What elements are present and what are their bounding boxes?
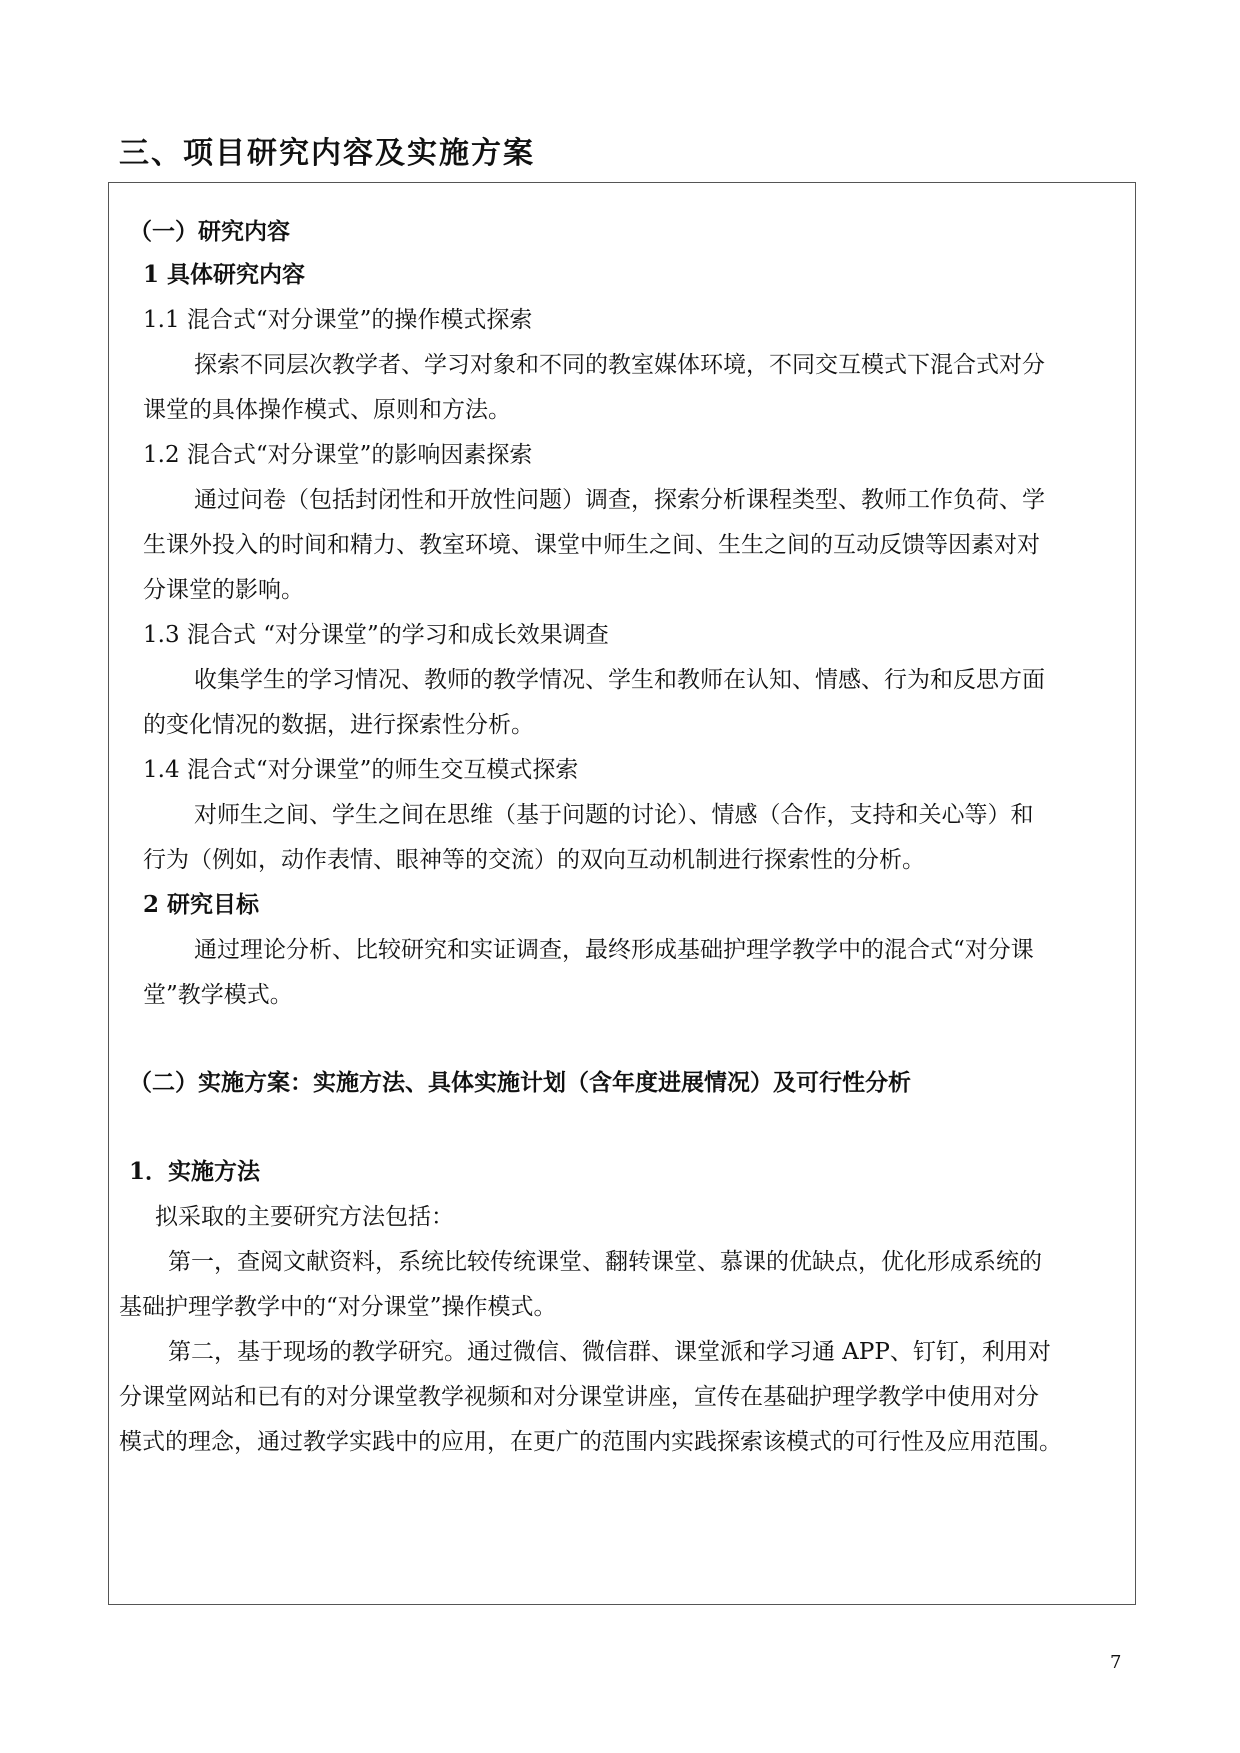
item1-1-line1: 探索不同层次教学者、学习对象和不同的教室媒体环境，不同交互模式下混合式对分	[194, 352, 1045, 378]
method2-line1: 第二，基于现场的教学研究。通过微信、微信群、课堂派和学习通 APP、钉钉，利用对	[168, 1339, 1051, 1365]
goal-line2: 堂”教学模式。	[143, 982, 293, 1008]
item1-2-line3: 分课堂的影响。	[143, 577, 304, 603]
item1-4-line1: 对师生之间、学生之间在思维（基于问题的讨论）、情感（合作，支持和关心等）和	[194, 802, 1034, 828]
method2-line3: 模式的理念，通过教学实践中的应用，在更广的范围内实践探索该模式的可行性及应用范围。	[119, 1429, 1062, 1455]
item1-4-title: 1.4 混合式“对分课堂”的师生交互模式探索	[143, 757, 579, 783]
research-sub1: 1 具体研究内容	[143, 261, 306, 288]
item1-2-line1: 通过问卷（包括封闭性和开放性问题）调查，探索分析课程类型、教师工作负荷、学	[194, 487, 1045, 513]
method1-line1: 第一，查阅文献资料，系统比较传统课堂、翻转课堂、慕课的优缺点，优化形成系统的	[168, 1249, 1042, 1275]
method1-line2: 基础护理学教学中的“对分课堂”操作模式。	[119, 1294, 557, 1320]
research-sub2: 2 研究目标	[143, 891, 260, 918]
implementation-sub1: 1．实施方法	[129, 1158, 261, 1185]
goal-line1: 通过理论分析、比较研究和实证调查，最终形成基础护理学教学中的混合式“对分课	[194, 937, 1034, 963]
page-number: 7	[1110, 1652, 1122, 1673]
item1-2-title: 1.2 混合式“对分课堂”的影响因素探索	[143, 442, 533, 468]
item1-1-title: 1.1 混合式“对分课堂”的操作模式探索	[143, 307, 533, 333]
item1-3-title: 1.3 混合式 “对分课堂”的学习和成长效果调查	[143, 622, 609, 648]
section-title: 三、项目研究内容及实施方案	[119, 136, 535, 171]
implementation-heading: （二）实施方案：实施方法、具体实施计划（含年度进展情况）及可行性分析	[129, 1069, 911, 1096]
item1-3-line2: 的变化情况的数据，进行探索性分析。	[143, 712, 534, 738]
implementation-intro: 拟采取的主要研究方法包括：	[155, 1204, 454, 1230]
item1-3-line1: 收集学生的学习情况、教师的教学情况、学生和教师在认知、情感、行为和反思方面	[194, 667, 1045, 693]
research-heading: （一）研究内容	[129, 218, 290, 245]
item1-4-line2: 行为（例如，动作表情、眼神等的交流）的双向互动机制进行探索性的分析。	[143, 847, 925, 873]
item1-1-line2: 课堂的具体操作模式、原则和方法。	[143, 397, 511, 423]
item1-2-line2: 生课外投入的时间和精力、教室环境、课堂中师生之间、生生之间的互动反馈等因素对对	[143, 532, 1040, 558]
method2-line2: 分课堂网站和已有的对分课堂教学视频和对分课堂讲座，宣传在基础护理学教学中使用对分	[119, 1384, 1039, 1410]
